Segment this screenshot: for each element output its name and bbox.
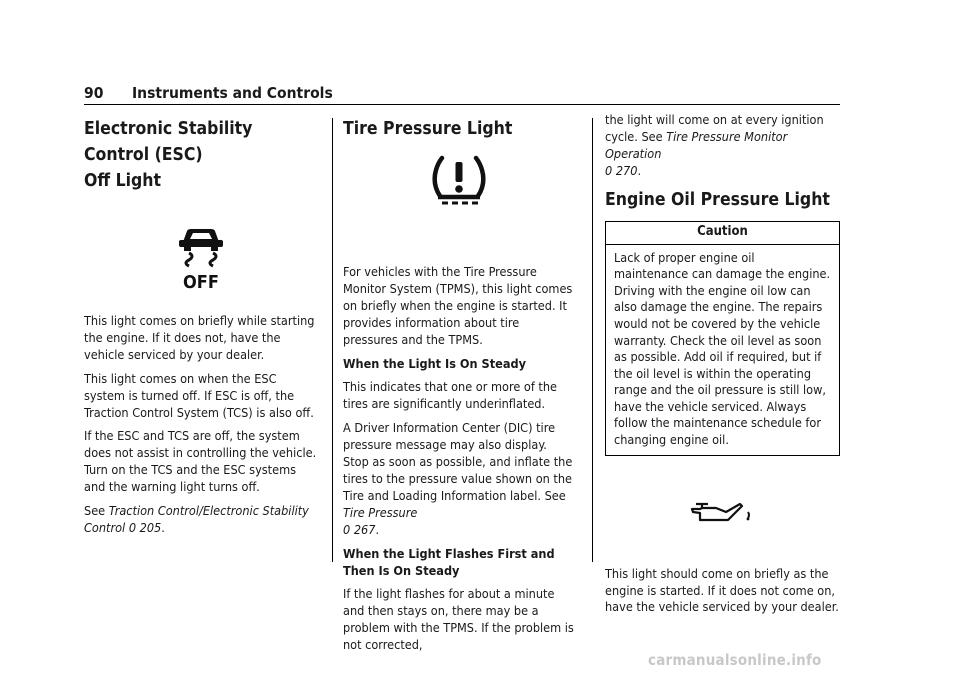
tire-xref-page[interactable]: 267 bbox=[353, 521, 376, 537]
tire-paragraph-2: This indicates that one or more of the tires are significantly underinflated. bbox=[343, 379, 558, 412]
tire-paragraph-1: For vehicles with the Tire Pressure Monitor System (TPMS), this light comes on briefly when the engine is started. It provides information about tire pressures and the TPMS. bbox=[343, 264, 573, 347]
header-rule bbox=[84, 104, 840, 105]
oil-heading: Engine Oil Pressure Light bbox=[605, 189, 830, 210]
column-oil bbox=[605, 112, 840, 623]
tire-paragraph-3: A Driver Information Center (DIC) tire pressure message may also display. Stop as soon as possible, and inflate the tires to the pressure value shown on the Tire and Loading Information label. See Tire Pressure 0 267. bbox=[343, 420, 573, 537]
column-tire bbox=[343, 116, 575, 661]
page-header bbox=[84, 84, 840, 102]
tire-subheading-steady: When the Light Is On Steady bbox=[343, 355, 526, 371]
page-ref-symbol: 0 bbox=[605, 162, 613, 178]
page-ref-symbol: 0 bbox=[343, 521, 351, 537]
page-ref-symbol: 0 bbox=[128, 519, 137, 535]
esc-icon-off-text: OFF bbox=[183, 272, 219, 289]
esc-xref-page[interactable]: 205 bbox=[139, 519, 162, 535]
oil-can-icon bbox=[605, 500, 840, 530]
column-esc bbox=[84, 116, 318, 544]
esc-paragraph-1: This light comes on briefly while starting the engine. If it does not, have the vehicle serviced by your dealer. bbox=[84, 313, 315, 362]
section-title: Instruments and Controls bbox=[132, 84, 333, 102]
esc-paragraph-3: If the ESC and TCS are off, the system does not assist in controlling the vehicle. Turn on the TCS and the ESC systems and the warning light turns off. bbox=[84, 428, 317, 495]
esc-xref-link[interactable]: Traction Control/Electronic Stability Control bbox=[84, 503, 309, 535]
caution-box bbox=[605, 221, 840, 456]
esc-off-icon bbox=[84, 225, 318, 289]
tpms-xref-link[interactable]: Tire Pressure Monitor Operation bbox=[605, 128, 788, 161]
esc-paragraph-2: This light comes on when the ESC system is turned off. If ESC is off, the Traction Control System (TCS) is also off. bbox=[84, 370, 314, 420]
esc-see-reference: See Traction Control/Electronic Stability Control 0 205. bbox=[84, 503, 309, 535]
column-divider-right bbox=[592, 118, 593, 562]
tire-xref-link[interactable]: Tire Pressure bbox=[343, 504, 418, 520]
tire-pressure-icon bbox=[343, 154, 575, 212]
tire-subheading-flashes: When the Light Flashes First and Then Is On Steady bbox=[343, 545, 555, 578]
tire-heading: Tire Pressure Light bbox=[343, 119, 513, 139]
esc-heading: Electronic Stability Control (ESC) Off Light bbox=[84, 119, 253, 191]
column-divider-left bbox=[332, 118, 333, 562]
caution-text: Lack of proper engine oil maintenance can damage the engine. Driving with the engine oil low can also damage the engine. The repairs would not be covered by the vehicle warranty. Check the oil level as soon as possible. Add oil if required, but if the oil level is within the operating range and the oil pressure is still low, have the vehicle serviced. Always follow the maintenance schedule for changing engine oil. bbox=[614, 249, 831, 448]
tpms-xref-page[interactable]: 270 bbox=[615, 162, 638, 178]
tire-paragraph-4: If the light flashes for about a minute and then stays on, there may be a problem with the TPMS. If the problem is not corrected, bbox=[343, 586, 574, 653]
tire-continued-paragraph: the light will come on at every ignition cycle. See Tire Pressure Monitor Operation 0 270. bbox=[605, 112, 824, 178]
page-number: 90 bbox=[84, 84, 104, 102]
caution-title: Caution bbox=[606, 222, 839, 245]
watermark-text: carmanualsonline.info bbox=[648, 651, 822, 669]
oil-paragraph-1: This light should come on briefly as the engine is started. If it does not come on, have the vehicle serviced by your dealer. bbox=[605, 565, 839, 615]
